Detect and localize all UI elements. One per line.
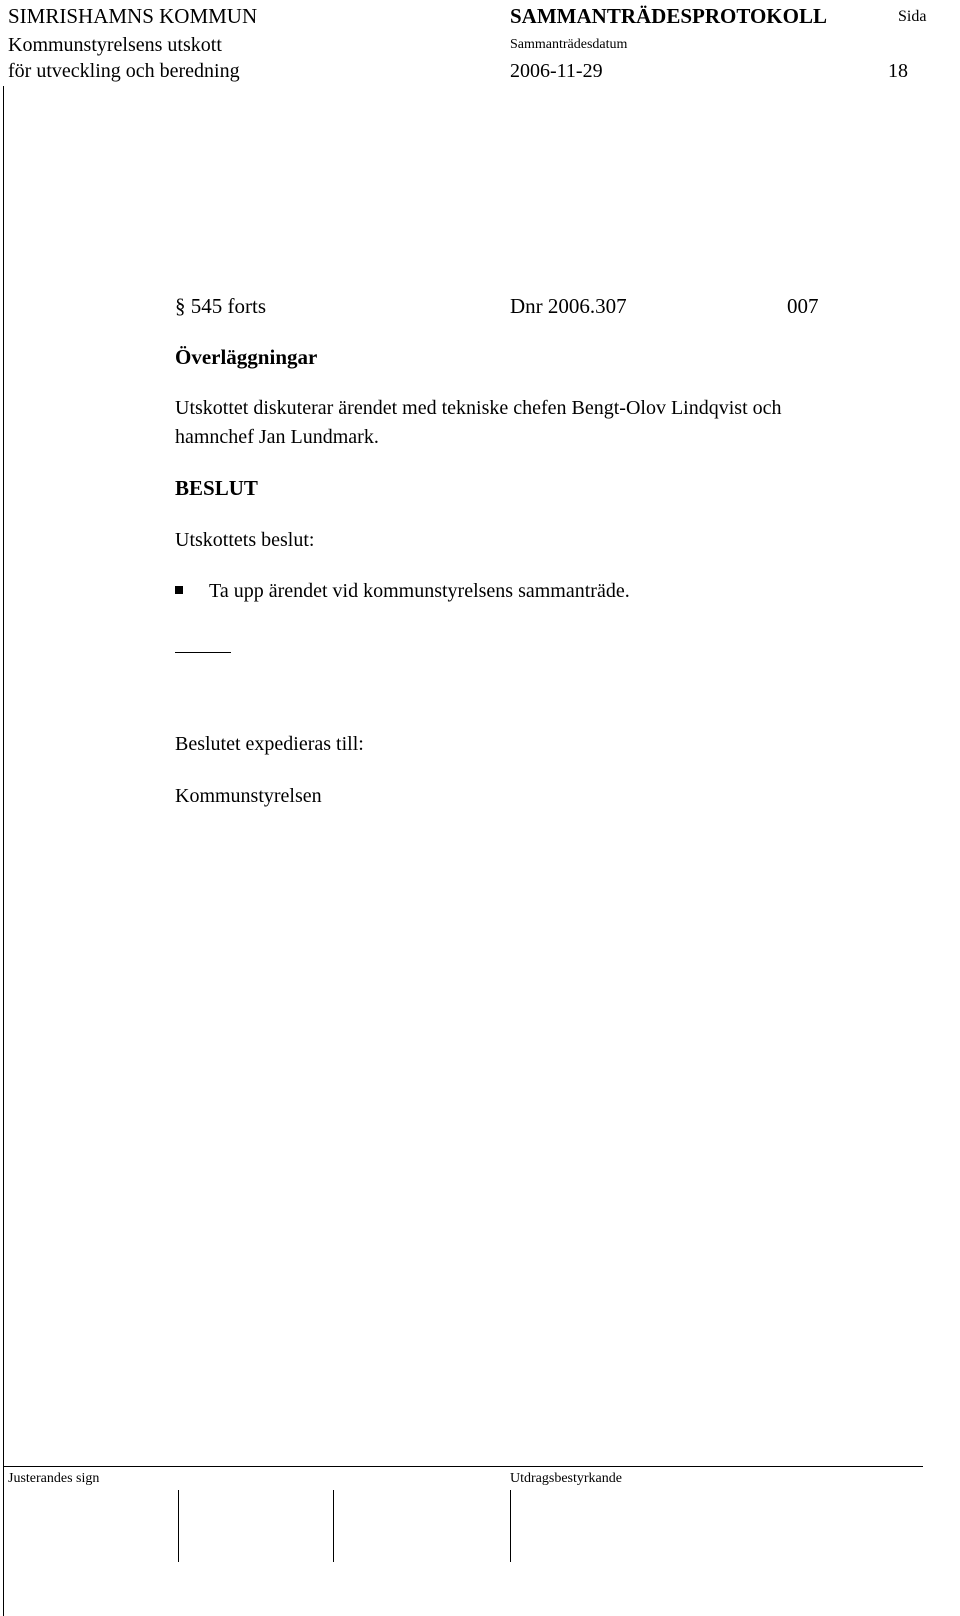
meeting-date-label: Sammanträdesdatum xyxy=(510,37,628,52)
decision-heading: BESLUT xyxy=(175,476,258,500)
footer-rule xyxy=(3,1466,923,1467)
signature-box-divider xyxy=(510,1490,511,1562)
deliberation-heading: Överläggningar xyxy=(175,345,318,369)
page-number: 18 xyxy=(888,60,908,82)
meeting-date: 2006-11-29 xyxy=(510,60,603,82)
diary-number: Dnr 2006.307 xyxy=(510,294,627,318)
paragraph-reference: § 545 forts xyxy=(175,294,266,318)
case-code: 007 xyxy=(787,294,819,318)
signature-box-divider xyxy=(333,1490,334,1562)
organization-name: SIMRISHAMNS KOMMUN xyxy=(8,4,258,28)
adjuster-signature-label: Justerandes sign xyxy=(8,1471,100,1486)
bullet-square-icon xyxy=(175,586,183,594)
signature-box-divider xyxy=(178,1490,179,1562)
page-label: Sida xyxy=(898,8,927,25)
decision-item: Ta upp ärendet vid kommunstyrelsens sammanträde. xyxy=(209,580,630,602)
certification-label: Utdragsbestyrkande xyxy=(510,1471,622,1486)
left-margin-line xyxy=(3,86,4,1616)
committee-name-line2: för utveckling och beredning xyxy=(8,60,240,82)
deliberation-text-line2: hamnchef Jan Lundmark. xyxy=(175,426,379,448)
separator-rule xyxy=(175,652,231,653)
dispatch-label: Beslutet expedieras till: xyxy=(175,733,364,755)
decision-intro: Utskottets beslut: xyxy=(175,529,315,551)
document-type: SAMMANTRÄDESPROTOKOLL xyxy=(510,4,827,28)
dispatch-recipient: Kommunstyrelsen xyxy=(175,785,322,807)
deliberation-text-line1: Utskottet diskuterar ärendet med tekniske chefen Bengt-Olov Lindqvist och xyxy=(175,397,782,419)
committee-name-line1: Kommunstyrelsens utskott xyxy=(8,34,222,56)
